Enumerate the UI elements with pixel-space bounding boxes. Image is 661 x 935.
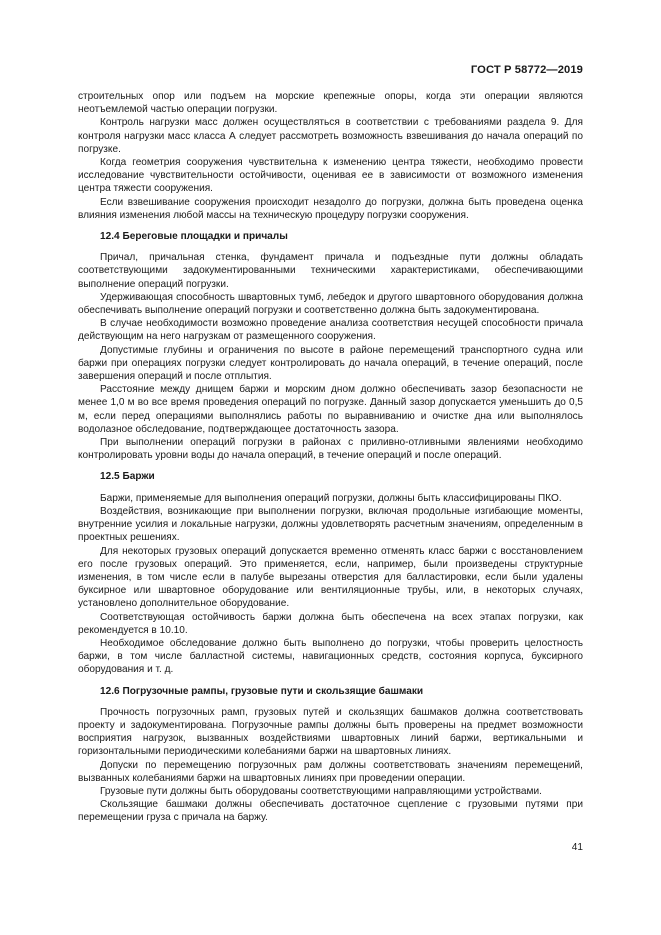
section-heading-12-5: 12.5 Баржи [100,471,155,483]
paragraph-quay: Причал, причальная стенка, фундамент причала и подъездные пути должны обладать соответствующими задокументированными техническими характеристиками, обеспечивающими выполнение операций погрузки. [78,252,583,290]
paragraph-stability: Соответствующая остойчивость баржи должна быть обеспечена на всех этапах погрузки, как рекомендуется в 10.10. [78,611,583,636]
section-heading-12-4: 12.4 Береговые площадки и причалы [100,231,288,243]
paragraph-barge-class: Баржи, применяемые для выполнения операций погрузки, должны быть классифицированы ПКО. [100,492,562,504]
paragraph-skid-shoes: Скользящие башмаки должны обеспечивать достаточное сцепление с грузовыми путями при перемещении груза с причала на баржу. [78,799,583,824]
standard-designation: ГОСТ Р 58772—2019 [470,64,583,76]
page-number: 41 [571,842,583,853]
page-content [78,90,583,825]
paragraph-bearing-capacity: В случае необходимости возможно проведение анализа соответствия несущей способности причала действующим на него нагрузкам от размещенного сооружения. [78,318,583,343]
paragraph-class-suspension: Для некоторых грузовых операций допускается временно отменять класс баржи с восстановлением его после грузовых операций. Это применяется, если, например, были произведены структурные изменения, в том числе если в палубе вырезаны отверстия для балластировки, если были удалены буксирное или швартовное оборудование или вентиляционные трубы, или, в некоторых случаях, установлено дополнительное оборудование. [78,545,583,610]
paragraph-depths: Допустимые глубины и ограничения по высоте в районе перемещений транспортного судна или баржи при операциях погрузки следует контролировать до начала операций, в течение операций, после завершения операций и после отплытия. [78,344,583,383]
paragraph-skid-guides: Грузовые пути должны быть оборудованы соответствующими направляющими устройствами. [100,785,542,797]
section-heading-12-6: 12.6 Погрузочные рампы, грузовые пути и скользящие башмаки [100,685,424,697]
paragraph-weighing: Если взвешивание сооружения происходит незадолго до погрузки, должна быть проведена оценка влияния изменения любой массы на техническую процедуру погрузки сооружения. [78,196,583,221]
paragraph-ramps-strength: Прочность погрузочных рамп, грузовых путей и скользящих башмаков должна соответствовать проекту и задокументирована. Погрузочные рампы должны быть проверены на предмет возможности восприятия нагрузок, вызванных воздействиями швартовных линий баржи, вертикальными и горизонтальными периодическими колебаниями баржи на швартовных линиях. [78,706,583,758]
paragraph-inspection: Необходимое обследование должно быть выполнено до погрузки, чтобы проверить целостность баржи, в том числе балластной системы, навигационных средств, состояния корпуса, буксирного оборудования и т. д. [78,637,583,676]
paragraph-mooring-capacity: Удерживающая способность швартовных тумб, лебедок и другого швартовного оборудования должна обеспечивать выполнение операций погрузки и соответственно должна быть задокументирована. [78,291,583,317]
paragraph-continuation: строительных опор или подъем на морские крепежные опоры, когда эти операции являются неотъемлемой частью операции погрузки. [78,91,583,116]
paragraph-mass-control: Контроль нагрузки масс должен осуществляться в соответствии с требованиями раздела 9. Для контроля нагрузки масс класса А следует рассмотреть возможность взвешивания до начала операций по погрузке. [78,117,583,155]
paragraph-ramp-tolerances: Допуски по перемещению погрузочных рам должны соответствовать значениям перемещений, вызванных колебаниями баржи на швартовных линиях при проведении операции. [78,759,583,784]
paragraph-clearance: Расстояние между днищем баржи и морским дном должно обеспечивать зазор безопасности не менее 1,0 м во все время проведения операций по погрузке. Данный зазор допускается уменьшить до 0,5 м, если перед операциями выполнялись работы по выравниванию и очистке дна или выполнялось водолазное обследование, подтверждающее достаточность зазора. [78,384,583,435]
paragraph-tidal: При выполнении операций погрузки в районах с приливно-отливными явлениями необходимо контролировать уровни воды до начала операций, в течение операций и после операций. [78,437,583,462]
paragraph-center-of-gravity: Когда геометрия сооружения чувствительна к изменению центра тяжести, необходимо провести исследование чувствительности остойчивости, оценивая ее в зависимости от возможного изменения центра тяжести сооружения. [78,157,583,195]
paragraph-loads: Воздействия, возникающие при выполнении погрузки, включая продольные изгибающие моменты, внутренние усилия и локальные нагрузки, должны удовлетворять расчетным значениям, определенным в проектных решениях. [78,505,583,544]
